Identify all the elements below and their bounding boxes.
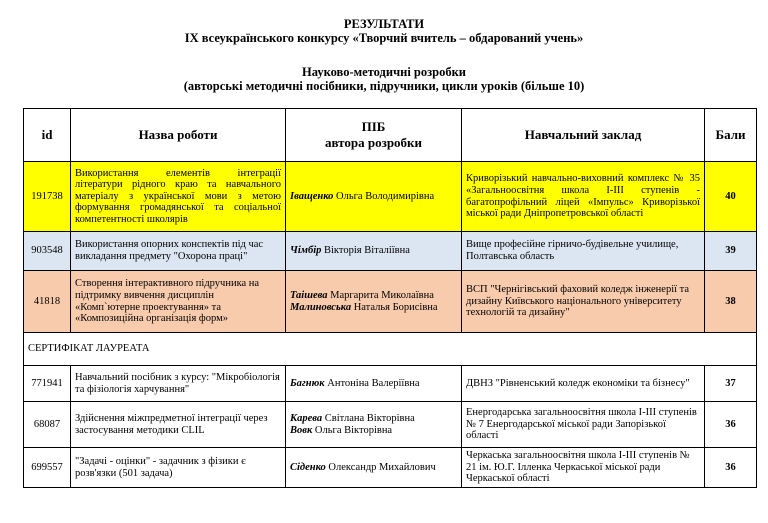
row-institution: Енергодарська загальноосвітня школа І-ІІІ ступенів № 7 Енергодарської міської ради Запорізької області: [462, 402, 705, 448]
row-work-title: Використання елементів інтеграції літератури рідного краю та навчального матеріалу з української мови з метою формування громадянської та соціальної компетентності школярів: [71, 162, 286, 232]
column-header-author-line1: ПІБ: [361, 119, 386, 134]
row-author: [286, 232, 462, 271]
row-work-title: "Задачі - оцінки" - задачник з фізики є розв'язки (501 задача): [71, 448, 286, 488]
row-institution: ВСП "Чернігівський фаховий коледж інженерії та дизайну Київського національного університету технологій та дизайну": [462, 271, 705, 333]
row-score: 38: [705, 271, 757, 333]
row-score: 40: [705, 162, 757, 232]
table-row: [24, 366, 757, 402]
author-given-names: Вікторія Віталіївна: [324, 245, 410, 257]
document-subtitle: IX всеукраїнського конкурсу «Творчий вчитель – обдарований учень»: [184, 31, 584, 45]
category-title: Науково-методичні розробки: [301, 65, 467, 79]
table-row: [24, 162, 757, 232]
category-note: (авторські методичні посібники, підручники, цикли уроків (більше 10): [183, 79, 585, 93]
row-author: [286, 271, 462, 333]
row-id: 771941: [24, 366, 71, 402]
row-institution: ДВНЗ "Рівненський коледж економіки та бізнесу": [462, 366, 705, 402]
author-surname: Чімбір: [290, 245, 322, 257]
column-header-score: Бали: [705, 109, 757, 162]
row-score: 37: [705, 366, 757, 402]
document-title: РЕЗУЛЬТАТИ: [343, 17, 425, 31]
row-score: 36: [705, 402, 757, 448]
row-author: [286, 366, 462, 402]
table-row: [24, 271, 757, 333]
author-surname: Малиновська: [290, 301, 352, 313]
column-header-institution: Навчальний заклад: [462, 109, 705, 162]
table-header-row: [24, 109, 757, 162]
author-given-names: Наталья Борисівна: [353, 301, 438, 313]
row-author: [286, 448, 462, 488]
row-work-title: Навчальний посібник з курсу: "Мікробіологія та фізіологія харчування": [71, 366, 286, 402]
row-score: 39: [705, 232, 757, 271]
row-score: 36: [705, 448, 757, 488]
author-given-names: Ольга Вікторівна: [314, 424, 393, 436]
row-work-title: Здійснення міжпредметної інтеграції через застосування методики CLIL: [71, 402, 286, 448]
row-id: 41818: [24, 271, 71, 333]
row-id: 191738: [24, 162, 71, 232]
column-header-author-line2: автора розробки: [324, 135, 423, 150]
author-surname: Вовк: [290, 424, 313, 436]
row-id: 68087: [24, 402, 71, 448]
author-surname: Багнюк: [290, 377, 325, 389]
table-row: [24, 402, 757, 448]
column-header-name: Назва роботи: [71, 109, 286, 162]
row-id: 699557: [24, 448, 71, 488]
results-table: [23, 108, 757, 488]
row-work-title: Створення інтерактивного підручника на підтримку вивчення дисциплін «Комп`ютерне проектування» та «Композиційна організація форм»: [71, 271, 286, 333]
author-given-names: Олександр Михайлович: [328, 461, 436, 473]
row-author: [286, 162, 462, 232]
row-institution: Вище професійне гірничо-будівельне училище, Полтавська область: [462, 232, 705, 271]
table-row: [24, 232, 757, 271]
author-surname: Таішева: [290, 289, 328, 301]
author-given-names: Світлана Вікторівна: [324, 412, 415, 424]
certificate-label: СЕРТИФІКАТ ЛАУРЕАТА: [24, 333, 757, 366]
row-institution: Криворізький навчально-виховний комплекс № 35 «Загальноосвітня школа І-ІІІ ступенів - багатопрофільний ліцей «Імпульс» Криворізької міської ради Дніпропетровської області: [462, 162, 705, 232]
author-surname: Карева: [290, 412, 323, 424]
certificate-row: [24, 333, 757, 366]
author-surname: Сіденко: [290, 461, 326, 473]
row-institution: Черкаська загальноосвітня школа І-ІІІ ступенів № 21 ім. Ю.Г. Ілленка Черкаської міської ради Черкаської області: [462, 448, 705, 488]
row-work-title: Використання опорних конспектів під час викладання предмету "Охорона праці": [71, 232, 286, 271]
author-given-names: Маргарита Миколаївна: [330, 289, 434, 301]
table-row: [24, 448, 757, 488]
author-surname: Іващенко: [290, 190, 334, 202]
column-header-author: [286, 109, 462, 162]
author-given-names: Ольга Володимирівна: [336, 190, 435, 202]
row-id: 903548: [24, 232, 71, 271]
row-author: [286, 402, 462, 448]
column-header-id: id: [24, 109, 71, 162]
author-given-names: Антоніна Валеріївна: [327, 377, 420, 389]
